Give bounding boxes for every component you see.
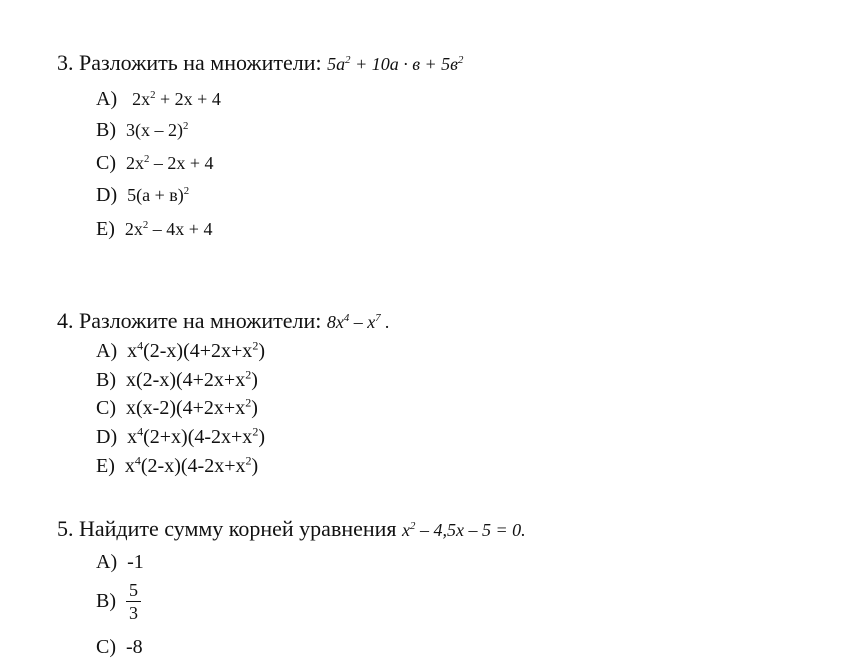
question-5 [57, 516, 526, 542]
question-3 [57, 50, 463, 76]
question-3-prompt: 3. Разложить на множители: [57, 50, 328, 75]
q3-option-e[interactable]: E) $2x^2 - 4x + 4$ [96, 218, 213, 240]
question-5-expression: $x^2 - 4,5x - 5 = 0$. [402, 520, 526, 540]
q4-option-d[interactable]: D) $x^4(2+x)(4-2x+x^2)$ [96, 424, 265, 448]
question-5-prompt: 5. Найдите сумму корней уравнения [57, 516, 403, 541]
q4-option-c[interactable]: C) $x(x-2)(4+2x+x^2)$ [96, 395, 258, 419]
q3-option-b[interactable]: B) 3(x – 2)$^2$ [96, 119, 189, 141]
q5-option-b[interactable]: B) $\frac{5}{3}$ [96, 580, 141, 623]
q3-option-a[interactable]: A) $2x^2 + 2x + 4$ [96, 88, 221, 110]
q3-option-c[interactable]: C) $2x^2 - 2x + 4$ [96, 152, 214, 174]
fraction: $\frac{5}{3}$ [126, 580, 141, 623]
q4-option-e[interactable]: E) $x^4(2-x)(4-2x+x^2)$ [96, 453, 259, 477]
question-4 [57, 308, 390, 334]
q5-option-a[interactable]: A) -1 [96, 551, 144, 573]
q4-option-a[interactable]: A) $x^4(2-x)(4+2x+x^2)$ [96, 338, 265, 362]
q5-option-c[interactable]: C) -8 [96, 636, 143, 658]
question-4-prompt: 4. Разложите на множители: [57, 308, 327, 333]
q3-option-d[interactable]: D) $5(a + в)^2$ [96, 184, 190, 206]
question-3-expression: $5a^2 + 10a \cdot в + 5в^2$ [327, 54, 464, 74]
q4-option-b[interactable]: B) $x(2-x)(4+2x+x^2)$ [96, 367, 258, 391]
question-4-expression: $8x^4 - x^7$ . [326, 312, 390, 332]
